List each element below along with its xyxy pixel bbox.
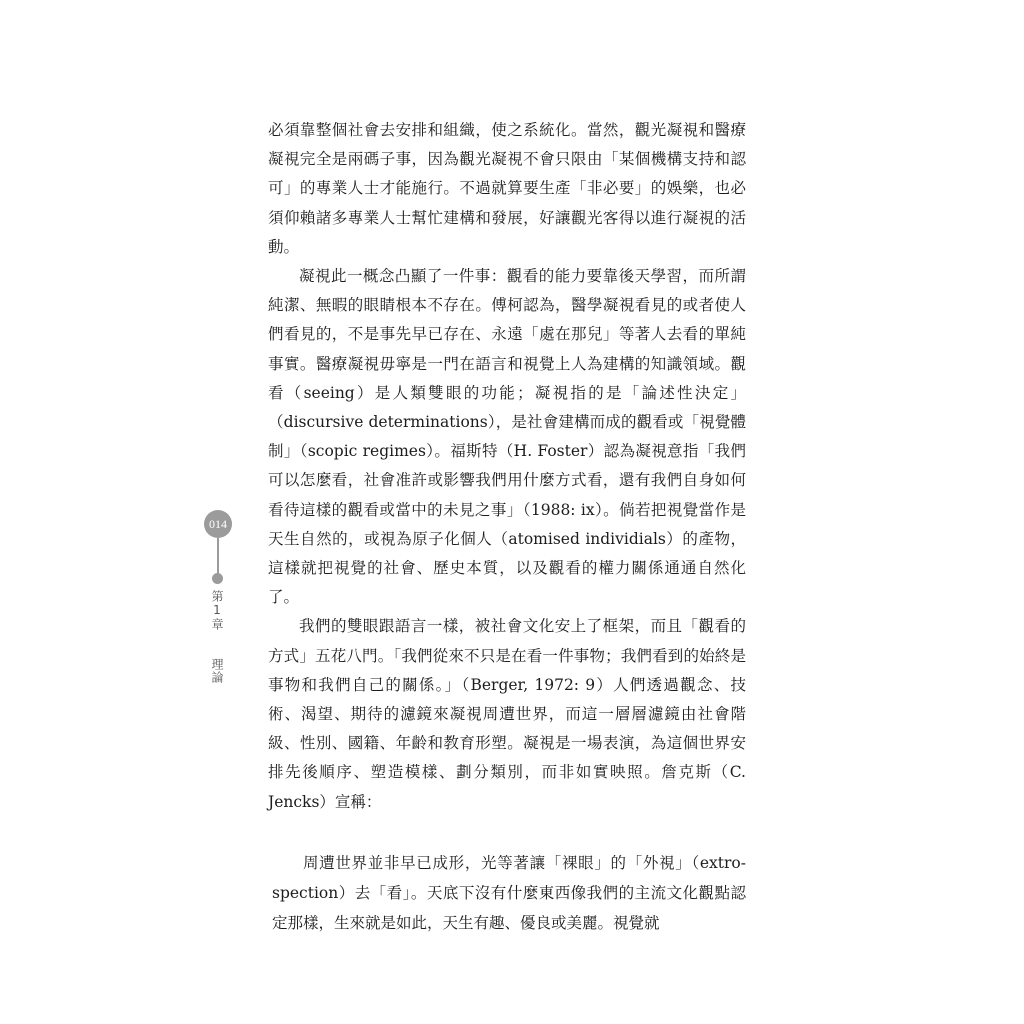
running-head	[209, 590, 226, 684]
paragraph-2: 凝視此一概念凸顯了一件事：觀看的能力要靠後天學習，而所謂純潔、無暇的眼睛根本不存在。傅柯認為，醫學凝視看見的或者使人們看見的，不是事先早已存在、永遠「處在那兒」等著人去看的單純事實。醫療凝視毋寧是一門在語言和視覺上人為建構的知識領域。觀看（seeing）是人類雙眼的功能；凝視指的是「論述性決定」（discursive determinations），是社會建構而成的觀看或「視覺體制」（scopic regimes）。福斯特（H. Foster）認為凝視意指「我們可以怎麼看，社會准許或影響我們用什麼方式看，還有我們自身如何看待這樣的觀看或當中的未見之事」（1988: ix）。倘若把視覺當作是天生自然的，或視為原子化個人（atomised individials）的產物，這樣就把視覺的社會、歷史本質，以及觀看的權力關係通通自然化了。	[268, 267, 746, 607]
paragraph-1: 必須靠整個社會去安排和組織，使之系統化。當然，觀光凝視和醫療凝視完全是兩碼子事，因為觀光凝視不會只限由「某個機構支持和認可」的專業人士才能施行。不過就算要生產「非必要」的娛樂，也必須仰賴諸多專業人士幫忙建構和發展，好讓觀光客得以進行凝視的活動。	[268, 121, 746, 256]
body-text	[268, 116, 746, 817]
chapter-label: 第1章	[210, 590, 224, 631]
margin-rail	[217, 538, 219, 578]
paragraph-3: 我們的雙眼跟語言一樣，被社會文化安上了框架，而且「觀看的方式」五花八門。「我們從來不只是在看一件事物；我們看到的始終是事物和我們自己的關係。」（Berger, 1972: 9）人們透過觀念、技術、渴望、期待的濾鏡來凝視周遭世界，而這一層層濾鏡由社會階級、性別、國籍、年齡和教育形塑。凝視是一場表演，為這個世界安排先後順序、塑造模樣、劃分類別，而非如實映照。詹克斯（C. Jencks）宣稱：	[268, 617, 746, 811]
margin-dot	[212, 573, 223, 584]
block-quote: 周遭世界並非早已成形，光等著讓「裸眼」的「外視」（extro-spection）去「看」。天底下沒有什麼東西像我們的主流文化觀點認定那樣，生來就是如此，天生有趣、優良或美麗。視覺就	[272, 854, 746, 932]
page-number-badge: 014	[204, 510, 232, 538]
chapter-title: 理論	[210, 658, 224, 684]
